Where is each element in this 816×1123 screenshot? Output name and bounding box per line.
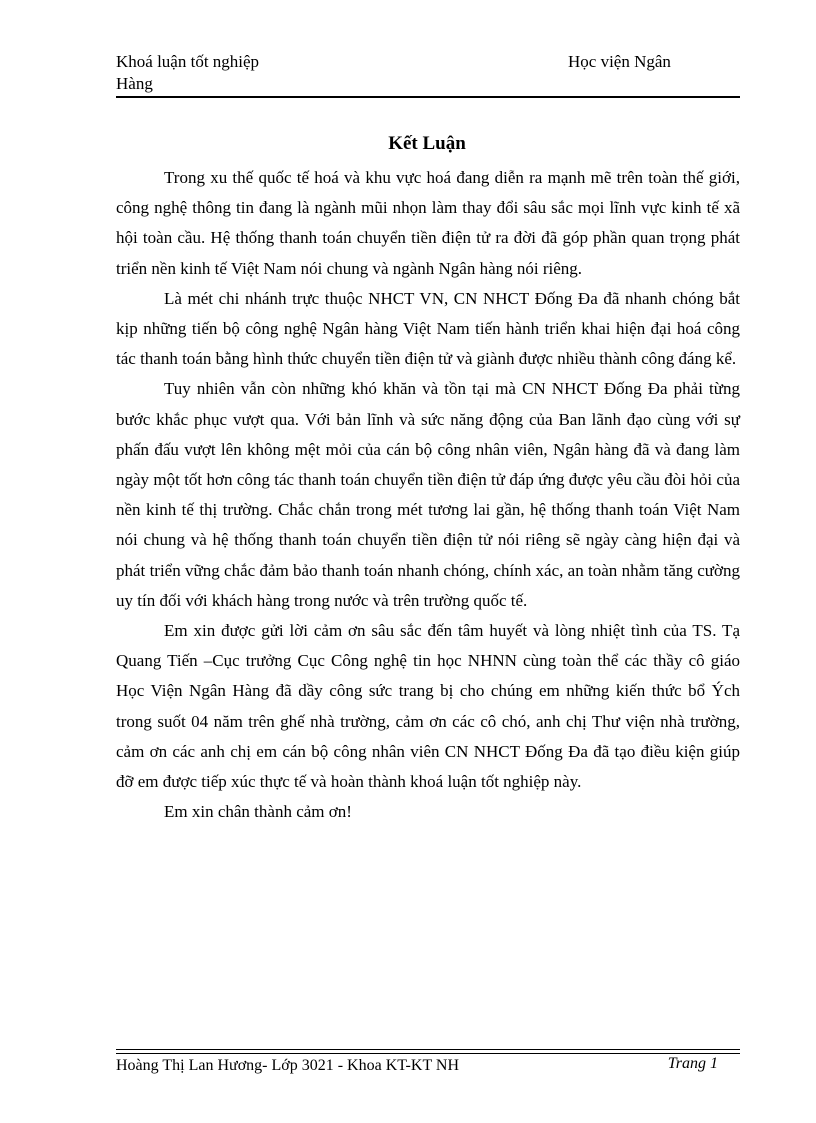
footer-author: Hoàng Thị Lan Hương- Lớp 3021 - Khoa KT-KT NH xyxy=(116,1057,460,1074)
paragraph: Em xin được gửi lời cảm ơn sâu sắc đến tâm huyết và lòng nhiệt tình của TS. Tạ Quang Tiến –Cục trưởng Cục Công nghệ tin học NHNN cùng toàn thể các thầy cô giáo Học Viện Ngân Hàng đã dầy công sức trang bị cho chúng em những kiến thức bổ Ých trong suốt 04 năm trên ghế nhà trường, cảm ơn các cô chó, anh chị Thư viện nhà trường, cảm ơn các anh chị em cán bộ công nhân viên CN NHCT Đống Đa đã tạo điều kiện giúp đỡ em được tiếp xúc thực tế và hoàn thành khoá luận tốt nghiệp này. xyxy=(116,621,740,792)
footer-divider-top xyxy=(116,1049,740,1050)
document-body xyxy=(116,163,740,827)
page-number: Trang 1 xyxy=(667,1055,718,1072)
paragraph: Trong xu thế quốc tế hoá và khu vực hoá đang diễn ra mạnh mẽ trên toàn thế giới, công nghệ thông tin đang là ngành mũi nhọn làm thay đổi sâu sắc mọi lĩnh vực kinh tế xã hội toàn cầu. Hệ thống thanh toán chuyển tiền điện tử ra đời đã góp phần quan trọng phát triển nền kinh tế Việt Nam nói chung và ngành Ngân hàng nói riêng. xyxy=(116,168,740,278)
paragraph: Em xin chân thành cảm ơn! xyxy=(164,802,352,822)
page-title: Kết Luận xyxy=(388,133,466,154)
header-institution-label: Học viện Ngân xyxy=(568,52,671,71)
header-divider xyxy=(116,96,740,98)
header-thesis-label: Khoá luận tốt nghiệp xyxy=(116,52,260,71)
paragraph: Là mét chi nhánh trực thuộc NHCT VN, CN NHCT Đống Đa đã nhanh chóng bắt kịp những tiến bộ công nghệ Ngân hàng Việt Nam tiến hành triển khai hiện đại hoá công tác thanh toán bằng hình thức chuyển tiền điện tử và giành được nhiều thành công đáng kể. xyxy=(116,288,740,369)
header-institution-continuation: Hàng xyxy=(116,74,153,93)
paragraph: Tuy nhiên vẫn còn những khó khăn và tồn tại mà CN NHCT Đống Đa phải từng bước khắc phục vượt qua. Với bản lĩnh và sức năng động của Ban lãnh đạo cùng với sự phấn đấu vượt lên không mệt mỏi của cán bộ công nhân viên, Ngân hàng đã và đang làm ngày một tốt hơn công tác thanh toán chuyển tiền điện tử đáp ứng được yêu cầu đòi hỏi của nền kinh tế thị trường. Chắc chắn trong mét tương lai gần, hệ thống thanh toán Việt Nam nói chung và hệ thống thanh toán chuyển tiền điện tử nói riêng sẽ ngày càng hiện đại và phát triển vững chắc đảm bảo thanh toán nhanh chóng, chính xác, an toàn nhằm tăng cường uy tín đối với khách hàng trong nước và trên trường quốc tế. xyxy=(116,379,740,610)
